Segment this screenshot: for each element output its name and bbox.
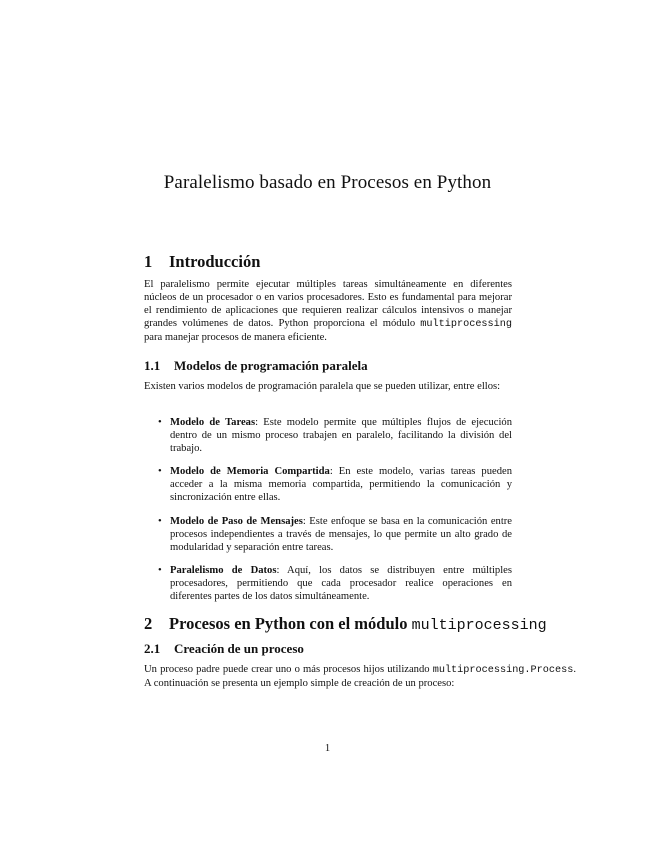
intro-text: El paralelismo permite ejecutar múltiples tareas simultáneamente en diferentes núcleos de un procesador o en varios procesadores. Esto es fundamental para mejorar el rendimiento de aplicaciones que requieren realizar cálculos intensivos o manejar grandes volúmenes de datos. Python proporciona el módulo (144, 279, 512, 330)
creation-text-end: . A continuación se presenta un ejemplo simple de creación de un proceso: (144, 664, 576, 690)
models-list (144, 416, 512, 603)
item-term: Modelo de Paso de Mensajes (170, 515, 303, 527)
section-title: Procesos en Python con el módulo (169, 614, 412, 633)
item-term: Modelo de Tareas (170, 417, 256, 428)
subsection-number: 2.1 (144, 641, 161, 656)
subsection-title: Modelos de programación paralela (174, 358, 368, 373)
bullet-icon: • (158, 466, 162, 478)
bullet-icon: • (158, 515, 162, 527)
page-number: 1 (324, 743, 331, 754)
section-title-code: multiprocessing (411, 617, 547, 634)
section-1-heading (144, 252, 512, 272)
inline-code: multiprocessing (420, 319, 512, 331)
creation-text: Un proceso padre puede crear uno o más procesos hijos utilizando (144, 664, 433, 675)
item-text: : En este modelo, varias tareas pueden acceder a la misma memoria compartida, permitiendo la comunicación y sincronización entre ellas. (170, 466, 512, 504)
list-item (144, 465, 512, 504)
section-number: 1 (144, 252, 153, 271)
models-intro-paragraph: Existen varios modelos de programación paralela que se pueden utilizar, entre ellos: (144, 381, 501, 392)
bullet-icon: • (158, 564, 162, 576)
item-text: : Aquí, los datos se distribuyen entre múltiples procesadores, permitiendo que cada procesador realice operaciones en diferentes partes de los datos simultáneamente. (170, 564, 512, 603)
subsection-title: Creación de un proceso (174, 641, 304, 656)
section-2-heading (144, 614, 554, 636)
item-text: : Este modelo permite que múltiples flujos de ejecución dentro de un mismo proceso trabajen en paralelo, facilitando la división del trabajo. (170, 417, 512, 455)
subsection-2-1-heading (144, 641, 512, 657)
intro-paragraph (144, 278, 512, 344)
subsection-1-1-heading (144, 358, 512, 374)
section-number: 2 (144, 614, 153, 633)
document-title: Paralelismo basado en Procesos en Python (163, 172, 492, 193)
inline-code: multiprocessing.Process (432, 665, 574, 676)
section-title: Introducción (169, 252, 261, 271)
bullet-icon: • (158, 417, 162, 428)
list-item (144, 564, 512, 603)
item-term: Modelo de Memoria Compartida (170, 466, 330, 478)
intro-text-end: para manejar procesos de manera eficiente. (144, 332, 327, 344)
process-creation-paragraph (144, 663, 576, 690)
item-term: Paralelismo de Datos (170, 564, 277, 576)
subsection-number: 1.1 (144, 358, 161, 373)
item-text: : Este enfoque se basa en la comunicación entre procesos independientes a través de mensajes, lo que permite un alto grado de modularidad y separación entre tareas. (170, 515, 513, 553)
list-item (144, 515, 512, 554)
list-item (144, 416, 512, 455)
